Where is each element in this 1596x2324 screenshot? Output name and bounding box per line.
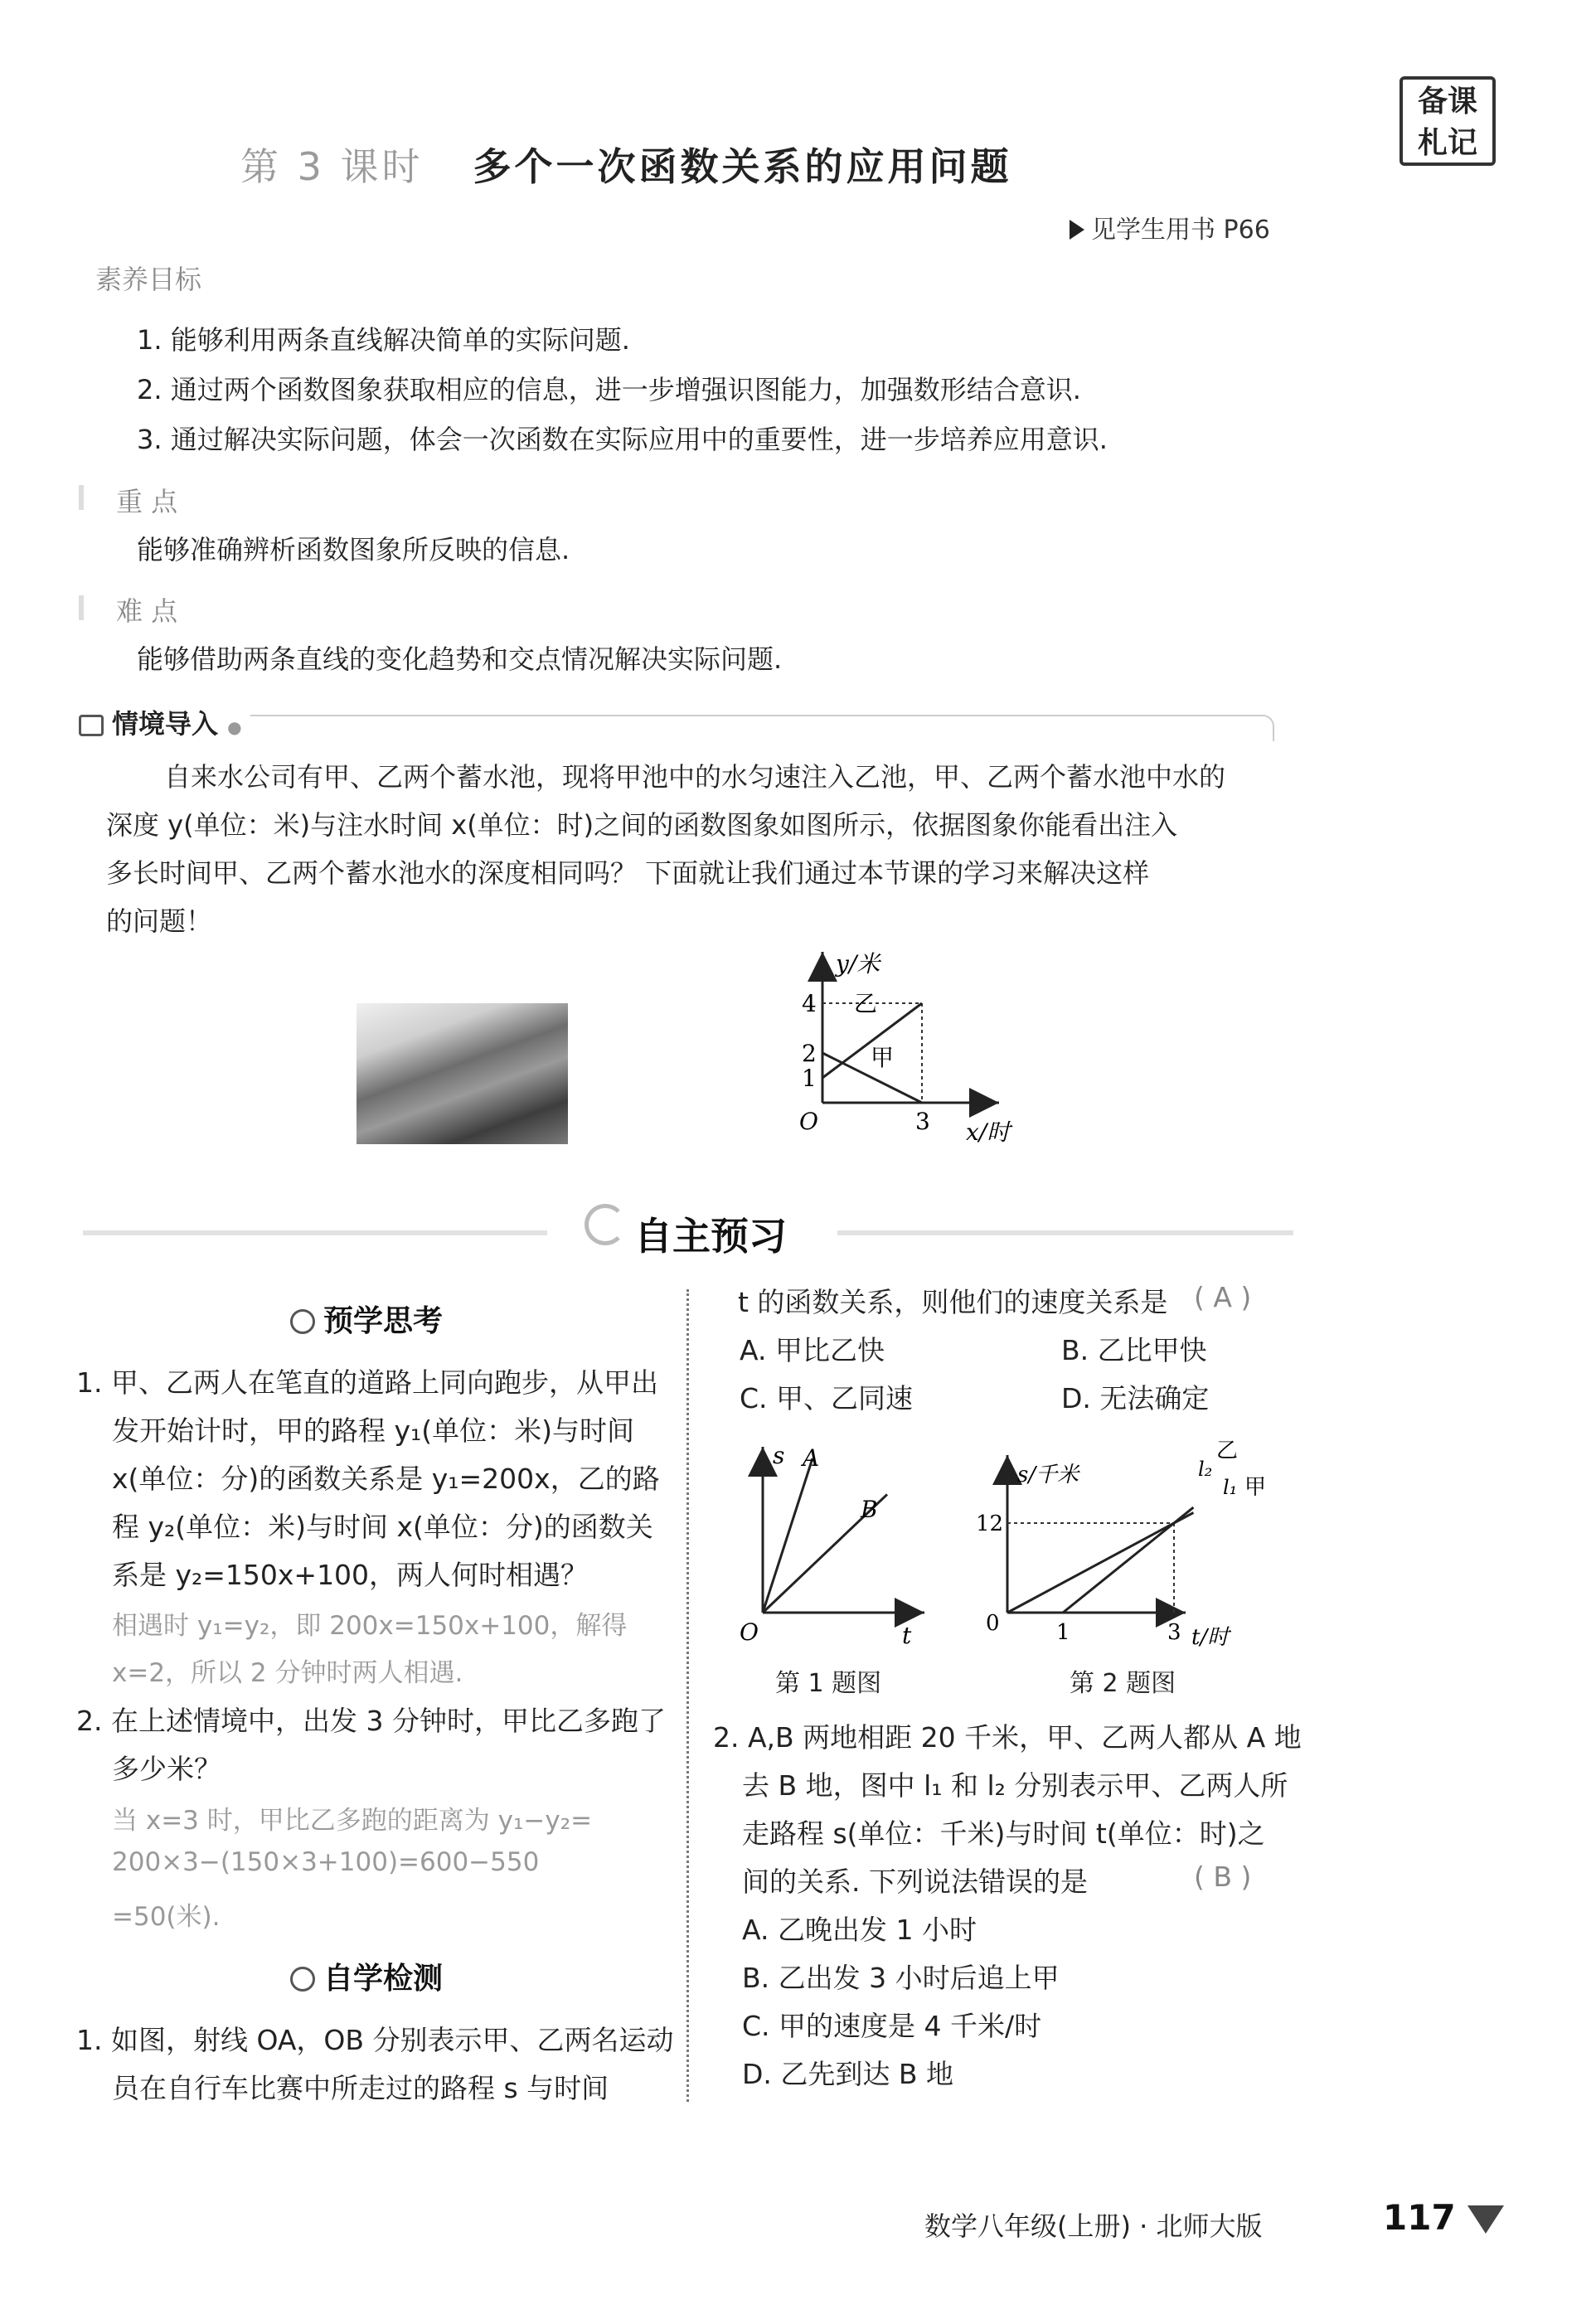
preview-label: 预学思考 (323, 1304, 444, 1338)
intro-label-yi: 乙 (854, 990, 878, 1017)
intro-origin: O (799, 1108, 818, 1135)
preview-q1-line3: x(单位：分)的函数关系是 y₁=200x，乙的路 (112, 1463, 660, 1495)
intro-line-4: 的问题！ (106, 905, 213, 937)
lesson-title-text: 多个一次函数关系的应用问题 (473, 144, 1012, 189)
intro-line-1: 自来水公司有甲、乙两个蓄水池，现将甲池中的水匀速注入乙池，甲、乙两个蓄水池中水的 (164, 761, 1226, 793)
page-number: 117 (1383, 2197, 1456, 2238)
preview-q1-line5: 系是 y₂=150x+100，两人何时相遇？ (112, 1559, 589, 1591)
footer-arrow-icon (1467, 2205, 1504, 2234)
column-divider (686, 1289, 689, 2102)
fig1-origin: O (740, 1618, 759, 1646)
notes-badge-line2: 札记 (1417, 126, 1477, 160)
selfcheck-q2-line4: 间的关系. 下列说法错误的是 (742, 1866, 1088, 1898)
preview-q2-answer2: 200×3−(150×3+100)=600−550 (112, 1847, 540, 1877)
fig2-ytick-12: 12 (976, 1511, 1004, 1536)
fig1-label-a: A (803, 1444, 820, 1472)
fig2-line-l1 (1007, 1512, 1193, 1613)
goal-item-3: 3. 通过解决实际问题，体会一次函数在实际应用中的重要性，进一步培养应用意识. (137, 424, 1108, 455)
intro-ytick-4: 4 (802, 990, 817, 1017)
intro-heading: 情境导入 ● (79, 703, 250, 741)
fig2-label-l2: l₂ (1198, 1458, 1213, 1481)
preview-q2-answer3: =50(米). (112, 1902, 221, 1932)
fig2-x-label: t/时 (1191, 1625, 1230, 1650)
selfcheck-q1-line1: 1. 如图，射线 OA，OB 分别表示甲、乙两名运动 (76, 2024, 674, 2056)
fig2-xtick-3: 3 (1167, 1620, 1181, 1645)
difficulty-bar (79, 595, 84, 620)
fig2-graph (974, 1434, 1281, 1658)
fig1-y-label: s (773, 1442, 785, 1469)
keypoint-bar (79, 485, 84, 510)
preview-q2-answer1: 当 x=3 时，甲比乙多跑的距离为 y₁−y₂= (112, 1806, 593, 1836)
keypoint-label: 重 点 (116, 486, 178, 517)
water-tank-photo (357, 1003, 568, 1144)
intro-label-jia: 甲 (871, 1044, 895, 1071)
fig2-label-yi: 乙 (1216, 1439, 1239, 1463)
section-title: 自主预习 (634, 1214, 787, 1259)
selfcheck-icon (290, 1967, 315, 1992)
selfcheck-q2-line3: 走路程 s(单位：千米)与时间 t(单位：时)之 (742, 1817, 1265, 1850)
banner-left-line (83, 1230, 547, 1235)
fig1-x-label: t (902, 1622, 912, 1649)
selfcheck-q2-option-b: B. 乙出发 3 小时后追上甲 (742, 1962, 1060, 1994)
notes-badge (1400, 76, 1496, 166)
selfcheck-q2-line2: 去 B 地，图中 l₁ 和 l₂ 分别表示甲、乙两人所 (742, 1769, 1288, 1802)
intro-x-label: x/时 (966, 1118, 1011, 1146)
selfcheck-label: 自学检测 (323, 1962, 444, 1996)
intro-ytick-1: 1 (802, 1065, 817, 1092)
intro-line-3: 多长时间甲、乙两个蓄水池水的深度相同吗？ 下面就让我们通过本节课的学习来解决这样 (106, 857, 1150, 889)
intro-graph (779, 945, 1061, 1161)
selfcheck-q2-option-d: D. 乙先到达 B 地 (742, 2058, 954, 2090)
fig2-y-label: s/千米 (1017, 1463, 1079, 1487)
selfcheck-q1-cont: t 的函数关系，则他们的速度关系是 (738, 1286, 1168, 1318)
preview-q1-line4: 程 y₂(单位：米)与时间 x(单位：分)的函数关 (112, 1511, 653, 1543)
fig2-label-jia: 甲 (1244, 1475, 1267, 1500)
intro-line-2: 深度 y(单位：米)与注水时间 x(单位：时)之间的函数图象如图所示，依据图象你能看出注入 (106, 809, 1178, 841)
preview-q2-line1: 2. 在上述情境中，出发 3 分钟时，甲比乙多跑了 (76, 1705, 666, 1737)
intro-label: 情境导入 (112, 708, 219, 740)
banner-right-line (837, 1230, 1293, 1235)
goal-item-1: 1. 能够利用两条直线解决简单的实际问题. (137, 324, 630, 356)
preview-q1-answer2: x=2，所以 2 分钟时两人相遇. (112, 1658, 463, 1688)
footer-book-info: 数学八年级(上册) · 北师大版 (924, 2210, 1263, 2242)
fig2-caption: 第 2 题图 (1070, 1669, 1176, 1698)
notes-badge-line1: 备课 (1417, 85, 1477, 119)
goal-item-2: 2. 通过两个函数图象获取相应的信息，进一步增强识图能力，加强数形结合意识. (137, 374, 1081, 405)
preview-q1-answer1: 相遇时 y₁=y₂，即 200x=150x+100，解得 (112, 1611, 628, 1641)
goals-label: 素养目标 (95, 264, 202, 295)
selfcheck-q1-option-d: D. 无法确定 (1061, 1382, 1210, 1414)
fig2-label-l1: l₁ (1223, 1476, 1238, 1499)
preview-heading (290, 1298, 443, 1340)
intro-y-label: y/米 (836, 950, 880, 978)
selfcheck-heading (290, 1955, 443, 1997)
fig2-xtick-1: 1 (1056, 1620, 1070, 1645)
selfcheck-q1-answer: ( A ) (1194, 1281, 1252, 1313)
selfcheck-q2-line1: 2. A,B 两地相距 20 千米，甲、乙两人都从 A 地 (713, 1721, 1302, 1754)
selfcheck-q1-option-a: A. 甲比乙快 (740, 1334, 885, 1366)
intro-ytick-2: 2 (802, 1040, 817, 1067)
chat-icon (79, 715, 104, 736)
keypoint-text: 能够准确辨析函数图象所反映的信息. (137, 534, 570, 565)
preview-icon (290, 1309, 315, 1334)
difficulty-label: 难 点 (116, 595, 178, 627)
fig1-caption: 第 1 题图 (775, 1669, 882, 1698)
lesson-title (240, 137, 1012, 192)
selfcheck-q2-answer: ( B ) (1194, 1861, 1252, 1893)
fig1-label-b: B (861, 1496, 878, 1523)
difficulty-text: 能够借助两条直线的变化趋势和交点情况解决实际问题. (137, 643, 783, 675)
preview-q1-line2: 发开始计时，甲的路程 y₁(单位：米)与时间 (112, 1414, 634, 1447)
banner-swirl-icon (585, 1204, 626, 1245)
intro-frame (79, 715, 1274, 741)
fig1-graph (721, 1434, 937, 1650)
selfcheck-q1-line2: 员在自行车比赛中所走过的路程 s 与时间 (112, 2072, 609, 2104)
selfcheck-q2-option-a: A. 乙晚出发 1 小时 (742, 1914, 977, 1946)
preview-q2-line2: 多少米？ (112, 1753, 221, 1785)
book-reference: 见学生用书 P66 (1070, 209, 1270, 245)
lesson-number: 第 3 课时 (240, 144, 424, 189)
selfcheck-q1-option-b: B. 乙比甲快 (1061, 1334, 1207, 1366)
intro-xtick-3: 3 (915, 1108, 930, 1135)
preview-q1-line1: 1. 甲、乙两人在笔直的道路上同向跑步，从甲出 (76, 1366, 658, 1399)
selfcheck-q1-option-c: C. 甲、乙同速 (740, 1382, 914, 1414)
fig2-origin: 0 (986, 1611, 1000, 1636)
selfcheck-q2-option-c: C. 甲的速度是 4 千米/时 (742, 2010, 1042, 2042)
